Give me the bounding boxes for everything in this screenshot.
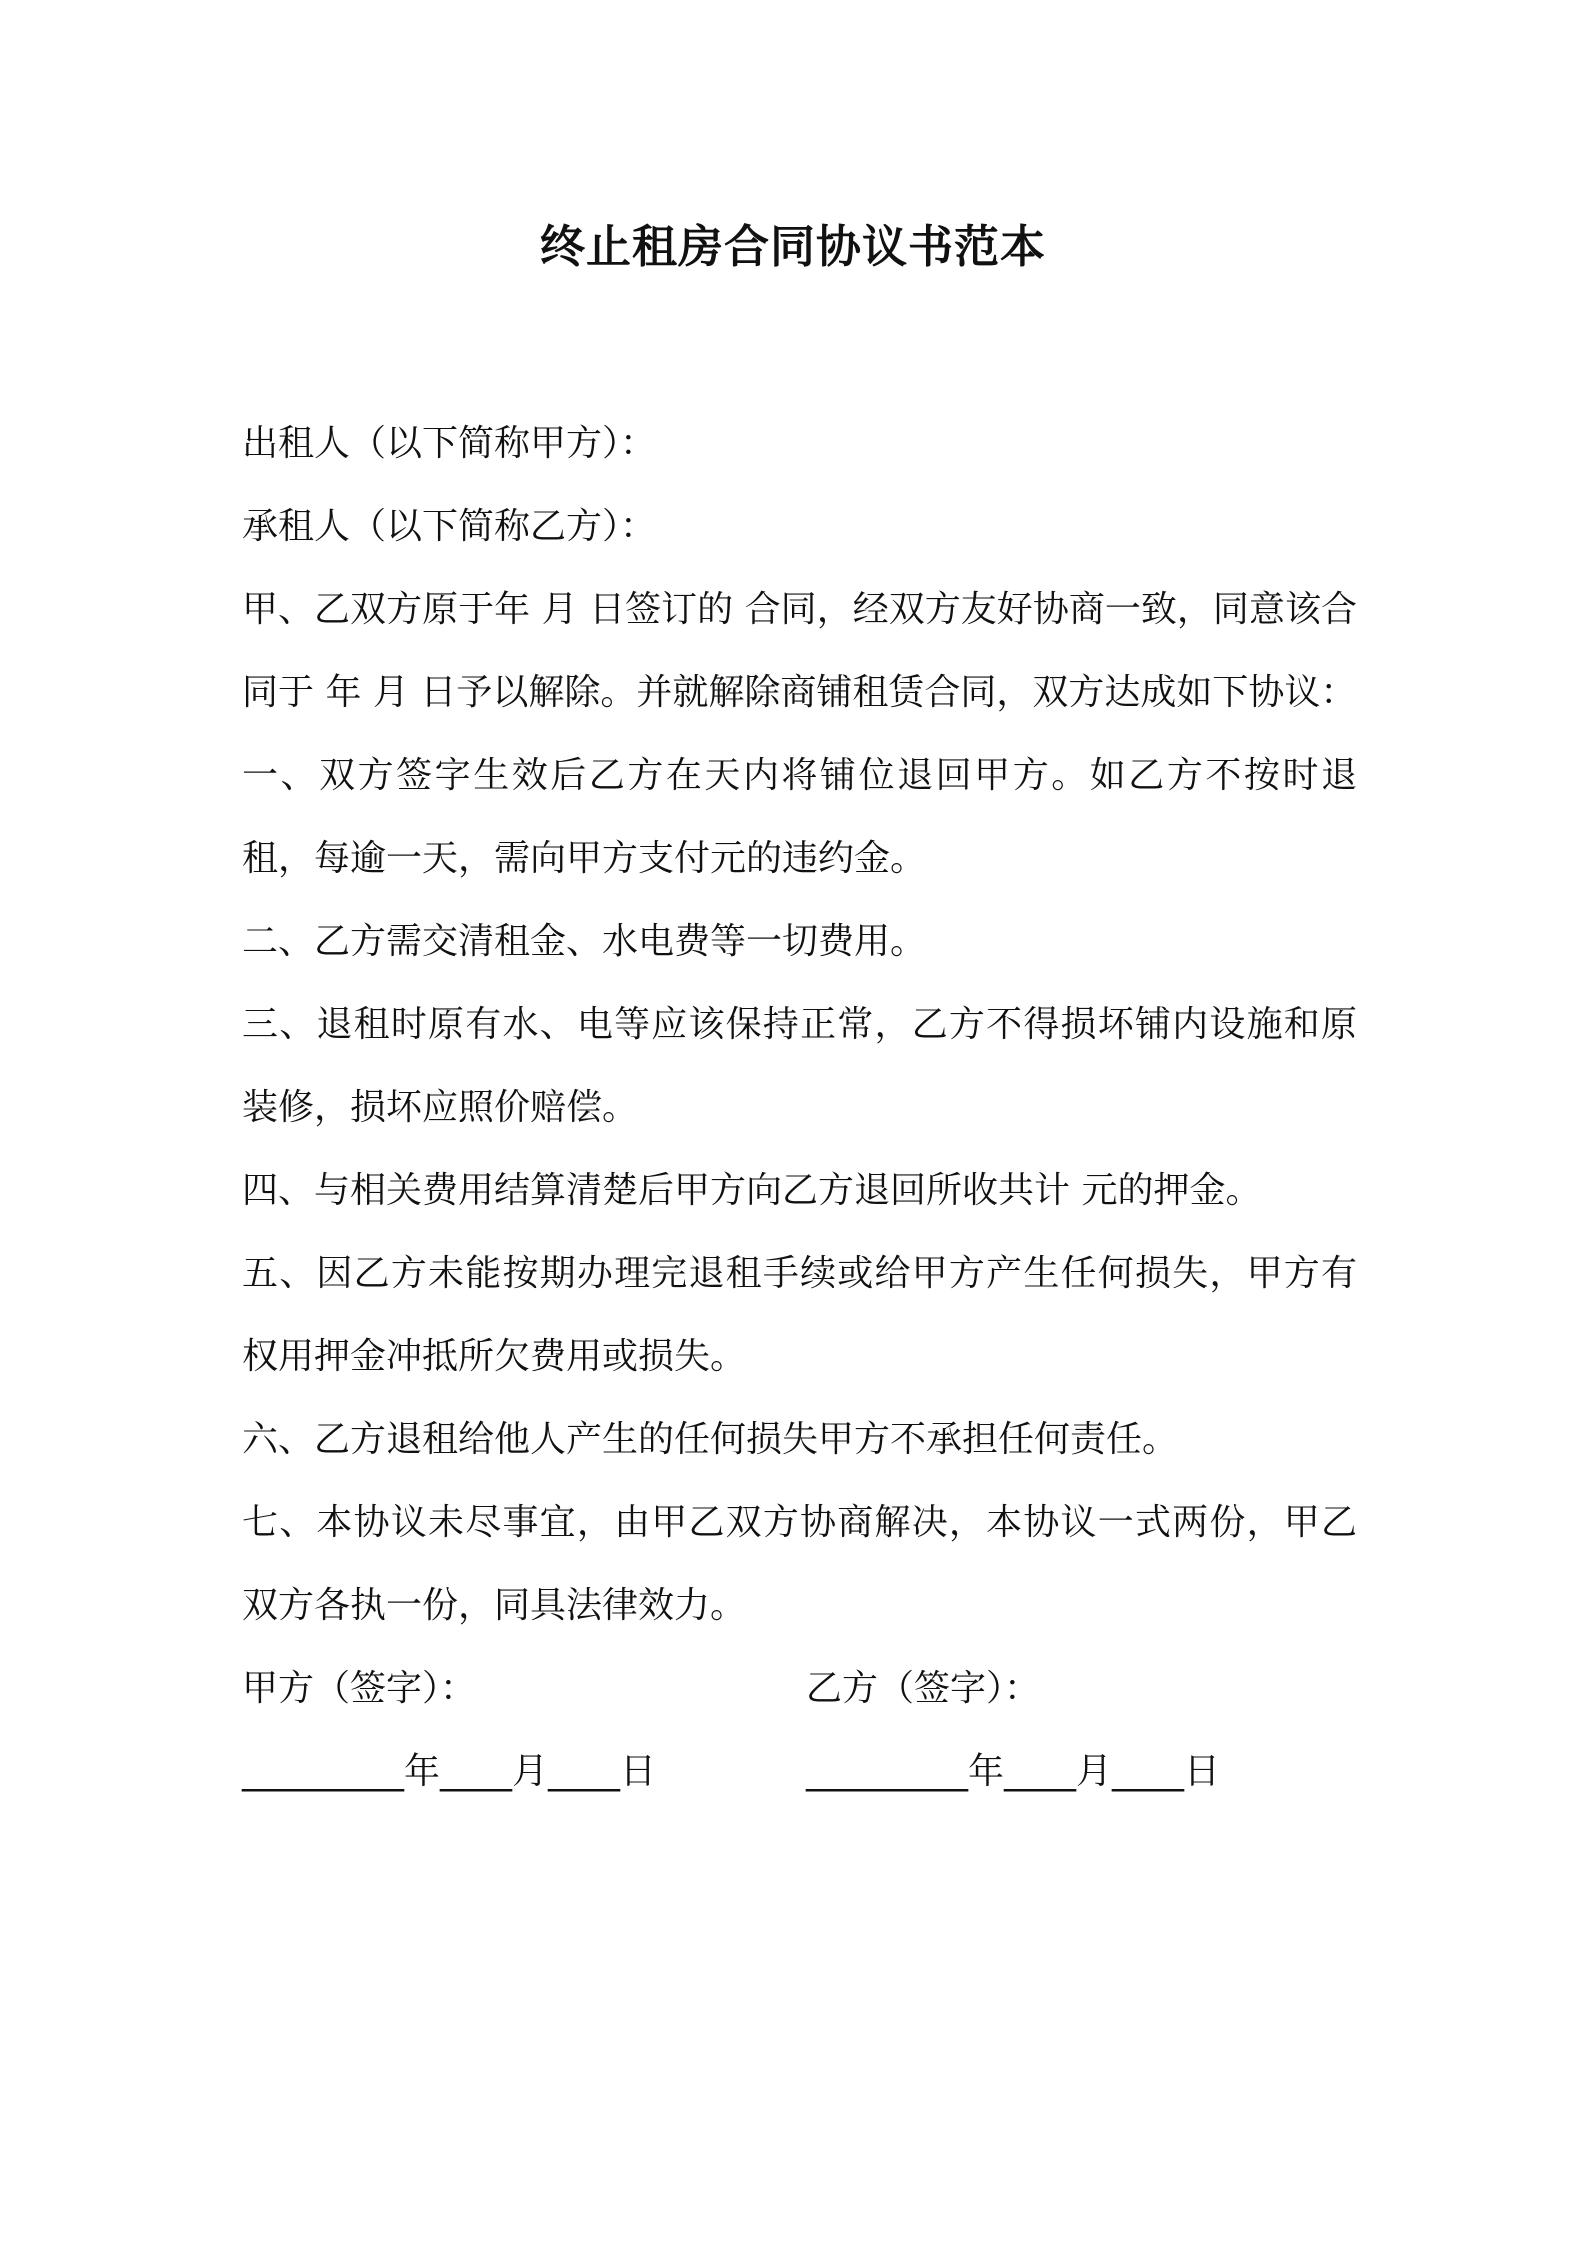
document-title: 终止租房合同协议书范本 xyxy=(539,220,1046,273)
clause-3: 三、退租时原有水、电等应该保持正常，乙方不得损坏铺内设施和原装修，损坏应照价赔偿。 xyxy=(242,1004,1357,1128)
clause-1: 一、双方签字生效后乙方在天内将铺位退回甲方。如乙方不按时退租，每逾一天，需向甲方支付元的违约金。 xyxy=(242,755,1357,879)
party-b-date-line: _________年____月____日 xyxy=(806,1751,1220,1792)
party-a-date-line: _________年____月____日 xyxy=(242,1751,656,1792)
clause-5: 五、因乙方未能按期办理完退租手续或给甲方产生任何损失，甲方有权用押金冲抵所欠费用或损失。 xyxy=(242,1253,1357,1377)
intro-paragraph: 甲、乙双方原于年 月 日签订的 合同，经双方友好协商一致，同意该合同于 年 月 日予以解除。并就解除商铺租赁合同，双方达成如下协议： xyxy=(242,589,1357,713)
clause-7: 七、本协议未尽事宜，由甲乙双方协商解决，本协议一式两份，甲乙双方各执一份，同具法律效力。 xyxy=(242,1502,1357,1626)
clause-4: 四、与相关费用结算清楚后甲方向乙方退回所收共计 元的押金。 xyxy=(242,1170,1262,1211)
clause-2: 二、乙方需交清租金、水电费等一切费用。 xyxy=(242,921,927,962)
party-b-signature-label: 乙方（签字）： xyxy=(806,1668,1041,1709)
signature-date-row xyxy=(242,1730,1357,1813)
party-a-signature-label: 甲方（签字）： xyxy=(242,1668,477,1709)
lessor-line: 出租人（以下简称甲方）： xyxy=(242,423,657,464)
document-body xyxy=(242,402,1357,1813)
lessee-line: 承租人（以下简称乙方）： xyxy=(242,506,657,547)
clause-6: 六、乙方退租给他人产生的任何损失甲方不承担任何责任。 xyxy=(242,1419,1179,1460)
signature-label-row xyxy=(242,1647,1357,1730)
